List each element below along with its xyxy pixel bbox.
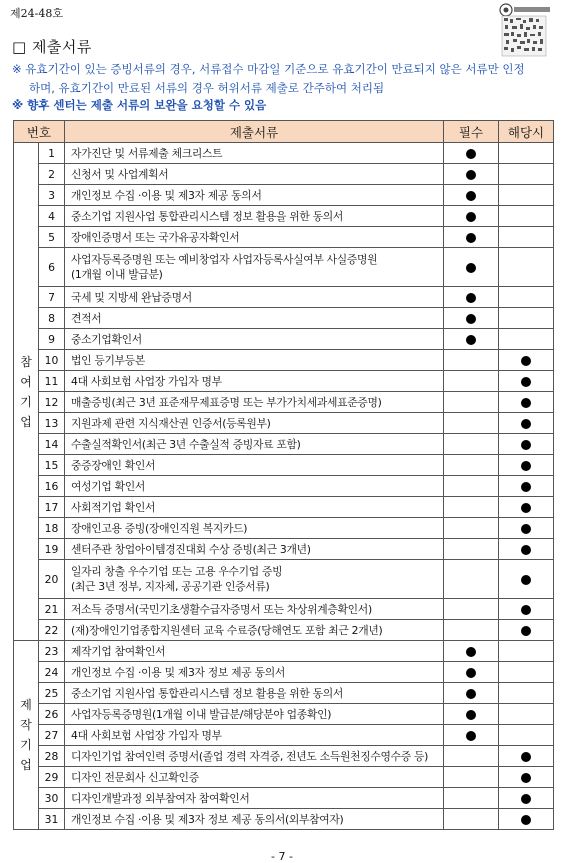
document-name xyxy=(65,641,444,662)
document-name-line: 중소기업확인서 xyxy=(71,332,142,346)
required-cell xyxy=(444,308,499,329)
table-row xyxy=(14,767,554,788)
document-name-line: 여성기업 확인서 xyxy=(71,479,146,493)
document-name xyxy=(65,143,444,164)
document-name-line: (재)장애인기업종합지원센터 교육 수료증(당해연도 포함 최근 2개년) xyxy=(71,623,383,637)
table-row xyxy=(14,308,554,329)
document-name-line: (최근 3년 정부, 지자체, 공공기관 인증서류) xyxy=(71,580,270,593)
document-name-line: 사업자등록증명원(1개월 이내 발급분/해당분야 업종확인) xyxy=(71,707,332,721)
required-dot-icon xyxy=(466,731,476,741)
table-row xyxy=(14,164,554,185)
applicable-cell xyxy=(499,725,554,746)
required-cell xyxy=(444,455,499,476)
required-cell xyxy=(444,560,499,599)
required-cell xyxy=(444,641,499,662)
required-dot-icon xyxy=(466,314,476,324)
required-cell xyxy=(444,143,499,164)
applicable-cell xyxy=(499,455,554,476)
required-cell xyxy=(444,788,499,809)
applicable-cell xyxy=(499,767,554,788)
validity-notice-line1: ※ 유효기간이 있는 증빙서류의 경우, 서류접수 마감일 기준으로 유효기간이 만료되지 않은 서류만 인정 xyxy=(12,62,525,76)
applicable-cell xyxy=(499,206,554,227)
applicable-cell xyxy=(499,788,554,809)
required-cell xyxy=(444,704,499,725)
row-number: 24 xyxy=(39,662,65,683)
applicable-cell xyxy=(499,683,554,704)
required-dot-icon xyxy=(466,212,476,222)
document-name-line: 자가진단 및 서류제출 체크리스트 xyxy=(71,146,223,160)
document-name xyxy=(65,767,444,788)
table-row xyxy=(14,455,554,476)
row-number: 9 xyxy=(39,329,65,350)
document-name-line: 수출실적확인서(최근 3년 수출실적 증빙자료 포함) xyxy=(71,437,301,451)
required-cell xyxy=(444,371,499,392)
table-row xyxy=(14,725,554,746)
applicable-dot-icon xyxy=(521,524,531,534)
applicable-cell xyxy=(499,287,554,308)
required-dot-icon xyxy=(466,689,476,699)
applicable-cell xyxy=(499,350,554,371)
document-name-line: 견적서 xyxy=(71,311,102,325)
supplement-notice: ※ 향후 센터는 제출 서류의 보완을 요청할 수 있음 xyxy=(12,98,267,112)
document-name-line: 4대 사회보험 사업장 가입자 명부 xyxy=(71,374,222,388)
applicable-cell xyxy=(499,704,554,725)
applicable-dot-icon xyxy=(521,356,531,366)
required-cell xyxy=(444,164,499,185)
table-row xyxy=(14,413,554,434)
document-name-line: (1개월 이내 발급분) xyxy=(71,268,163,281)
applicable-cell xyxy=(499,227,554,248)
document-name xyxy=(65,620,444,641)
row-number: 17 xyxy=(39,497,65,518)
header-no: 번호 xyxy=(14,121,65,143)
row-number: 25 xyxy=(39,683,65,704)
required-dot-icon xyxy=(466,710,476,720)
row-number: 8 xyxy=(39,308,65,329)
applicable-dot-icon xyxy=(521,398,531,408)
validity-notice xyxy=(12,60,557,98)
required-dot-icon xyxy=(466,293,476,303)
applicable-cell xyxy=(499,497,554,518)
document-name xyxy=(65,455,444,476)
page-number: - 7 - xyxy=(271,850,293,863)
document-name-line: 신청서 및 사업계획서 xyxy=(71,167,169,181)
row-number: 13 xyxy=(39,413,65,434)
applicable-dot-icon xyxy=(521,419,531,429)
applicable-cell xyxy=(499,518,554,539)
required-dot-icon xyxy=(466,335,476,345)
table-row xyxy=(14,746,554,767)
applicable-dot-icon xyxy=(521,773,531,783)
table-row xyxy=(14,539,554,560)
row-number: 14 xyxy=(39,434,65,455)
required-dot-icon xyxy=(466,233,476,243)
row-number: 10 xyxy=(39,350,65,371)
header-required: 필수 xyxy=(444,121,499,143)
document-name-line: 국세 및 지방세 완납증명서 xyxy=(71,290,192,304)
applicable-cell xyxy=(499,329,554,350)
document-name-line: 디자인 전문회사 신고확인증 xyxy=(71,770,199,784)
required-cell xyxy=(444,392,499,413)
applicable-dot-icon xyxy=(521,503,531,513)
applicable-dot-icon xyxy=(521,626,531,636)
required-cell xyxy=(444,725,499,746)
required-cell xyxy=(444,539,499,560)
required-cell xyxy=(444,620,499,641)
row-number: 19 xyxy=(39,539,65,560)
document-name xyxy=(65,329,444,350)
applicable-dot-icon xyxy=(521,605,531,615)
applicable-dot-icon xyxy=(521,482,531,492)
document-name xyxy=(65,662,444,683)
document-name-line: 저소득 증명서(국민기초생활수급자증명서 또는 차상위계층확인서) xyxy=(71,602,372,616)
table-row xyxy=(14,350,554,371)
applicable-cell xyxy=(499,185,554,206)
group-label: 참 여 기 업 xyxy=(14,143,39,641)
document-name xyxy=(65,185,444,206)
required-cell xyxy=(444,746,499,767)
documents-table xyxy=(13,120,554,830)
table-row xyxy=(14,560,554,599)
table-row xyxy=(14,185,554,206)
document-name-line: 중증장애인 확인서 xyxy=(71,458,156,472)
document-name xyxy=(65,539,444,560)
document-name xyxy=(65,788,444,809)
table-row xyxy=(14,662,554,683)
row-number: 11 xyxy=(39,371,65,392)
required-dot-icon xyxy=(466,191,476,201)
row-number: 31 xyxy=(39,809,65,830)
row-number: 22 xyxy=(39,620,65,641)
applicable-dot-icon xyxy=(521,545,531,555)
applicable-cell xyxy=(499,641,554,662)
document-name xyxy=(65,704,444,725)
applicable-cell xyxy=(499,371,554,392)
qr-stamp-icon xyxy=(496,2,552,58)
applicable-cell xyxy=(499,164,554,185)
document-name xyxy=(65,350,444,371)
document-name xyxy=(65,206,444,227)
row-number: 3 xyxy=(39,185,65,206)
required-dot-icon xyxy=(466,668,476,678)
document-name xyxy=(65,434,444,455)
document-name xyxy=(65,371,444,392)
document-name-line: 일자리 창출 우수기업 또는 고용 우수기업 증빙 xyxy=(71,565,283,578)
applicable-cell xyxy=(499,560,554,599)
required-cell xyxy=(444,809,499,830)
table-row xyxy=(14,287,554,308)
document-name-line: 개인정보 수집 ·이용 및 제3자 정보 제공 동의서(외부참여자) xyxy=(71,812,344,826)
required-cell xyxy=(444,413,499,434)
required-cell xyxy=(444,497,499,518)
applicable-dot-icon xyxy=(521,752,531,762)
row-number: 30 xyxy=(39,788,65,809)
document-name-line: 장애인증명서 또는 국가유공자확인서 xyxy=(71,230,240,244)
row-number: 21 xyxy=(39,599,65,620)
table-row xyxy=(14,788,554,809)
document-name xyxy=(65,413,444,434)
row-number: 23 xyxy=(39,641,65,662)
document-name-line: 디자인개발과정 외부참여자 참여확인서 xyxy=(71,791,250,805)
section-title: □ 제출서류 xyxy=(12,38,92,56)
document-name-line: 개인정보 수집 ·이용 및 제3자 제공 동의서 xyxy=(71,188,262,202)
table-row xyxy=(14,329,554,350)
row-number: 29 xyxy=(39,767,65,788)
document-name xyxy=(65,683,444,704)
row-number: 12 xyxy=(39,392,65,413)
row-number: 6 xyxy=(39,248,65,287)
applicable-cell xyxy=(499,539,554,560)
row-number: 20 xyxy=(39,560,65,599)
document-name-line: 법인 등기부등본 xyxy=(71,353,146,367)
row-number: 7 xyxy=(39,287,65,308)
document-name-line: 중소기업 지원사업 통합관리시스템 정보 활용을 위한 동의서 xyxy=(71,686,344,700)
required-cell xyxy=(444,767,499,788)
applicable-dot-icon xyxy=(521,461,531,471)
row-number: 27 xyxy=(39,725,65,746)
applicable-cell xyxy=(499,392,554,413)
applicable-dot-icon xyxy=(521,794,531,804)
document-name xyxy=(65,308,444,329)
document-name-line: 제작기업 참여확인서 xyxy=(71,644,166,658)
required-dot-icon xyxy=(466,170,476,180)
document-name-line: 장애인고용 증빙(장애인직원 복지카드) xyxy=(71,521,248,535)
table-header-row xyxy=(14,121,554,143)
table-row xyxy=(14,206,554,227)
document-name-line: 개인정보 수집 ·이용 및 제3자 정보 제공 동의서 xyxy=(71,665,285,679)
document-name xyxy=(65,809,444,830)
table-row xyxy=(14,248,554,287)
document-name-line: 사회적기업 확인서 xyxy=(71,500,156,514)
document-name xyxy=(65,287,444,308)
applicable-dot-icon xyxy=(521,440,531,450)
required-cell xyxy=(444,599,499,620)
required-cell xyxy=(444,248,499,287)
document-name xyxy=(65,476,444,497)
row-number: 28 xyxy=(39,746,65,767)
applicable-cell xyxy=(499,746,554,767)
required-cell xyxy=(444,662,499,683)
applicable-cell xyxy=(499,143,554,164)
row-number: 26 xyxy=(39,704,65,725)
applicable-dot-icon xyxy=(521,815,531,825)
document-name-line: 중소기업 지원사업 통합관리시스템 정보 활용을 위한 동의서 xyxy=(71,209,344,223)
table-row xyxy=(14,683,554,704)
applicable-cell xyxy=(499,620,554,641)
document-name xyxy=(65,560,444,599)
document-name xyxy=(65,518,444,539)
document-name xyxy=(65,164,444,185)
document-name xyxy=(65,248,444,287)
table-row xyxy=(14,227,554,248)
applicable-cell xyxy=(499,308,554,329)
row-number: 5 xyxy=(39,227,65,248)
required-dot-icon xyxy=(466,149,476,159)
table-row xyxy=(14,371,554,392)
table-row xyxy=(14,620,554,641)
applicable-cell xyxy=(499,413,554,434)
document-name xyxy=(65,392,444,413)
row-number: 2 xyxy=(39,164,65,185)
header-documents: 제출서류 xyxy=(65,121,444,143)
required-dot-icon xyxy=(466,647,476,657)
table-row xyxy=(14,476,554,497)
document-name-line: 4대 사회보험 사업장 가입자 명부 xyxy=(71,728,222,742)
required-dot-icon xyxy=(466,263,476,273)
document-name xyxy=(65,227,444,248)
required-cell xyxy=(444,476,499,497)
document-name-line: 센터주관 창업아이템경진대회 수상 증빙(최근 3개년) xyxy=(71,542,311,556)
document-number: 제24-48호 xyxy=(10,7,63,20)
document-name xyxy=(65,497,444,518)
required-cell xyxy=(444,206,499,227)
table-row xyxy=(14,497,554,518)
table-row xyxy=(14,434,554,455)
required-cell xyxy=(444,329,499,350)
group-label: 제 작 기 업 xyxy=(14,641,39,830)
document-name xyxy=(65,746,444,767)
applicable-cell xyxy=(499,434,554,455)
table-row xyxy=(14,599,554,620)
applicable-cell xyxy=(499,599,554,620)
document-name xyxy=(65,725,444,746)
row-number: 18 xyxy=(39,518,65,539)
required-cell xyxy=(444,518,499,539)
header-applicable: 해당시 xyxy=(499,121,554,143)
applicable-cell xyxy=(499,248,554,287)
document-name-line: 매출증빙(최근 3년 표준재무제표증명 또는 부가가치세과세표준증명) xyxy=(71,395,382,409)
required-cell xyxy=(444,287,499,308)
validity-notice-line2: 하며, 유효기간이 만료된 서류의 경우 허위서류 제출로 간주하여 처리됨 xyxy=(29,81,385,95)
required-cell xyxy=(444,185,499,206)
table-row xyxy=(14,641,554,662)
row-number: 1 xyxy=(39,143,65,164)
document-name-line: 지원과제 관련 지식재산권 인증서(등록원부) xyxy=(71,416,271,430)
table-row xyxy=(14,392,554,413)
row-number: 15 xyxy=(39,455,65,476)
applicable-cell xyxy=(499,476,554,497)
applicable-cell xyxy=(499,809,554,830)
required-cell xyxy=(444,350,499,371)
row-number: 16 xyxy=(39,476,65,497)
document-name xyxy=(65,599,444,620)
required-cell xyxy=(444,683,499,704)
table-row xyxy=(14,809,554,830)
row-number: 4 xyxy=(39,206,65,227)
applicable-cell xyxy=(499,662,554,683)
required-cell xyxy=(444,434,499,455)
applicable-dot-icon xyxy=(521,377,531,387)
document-name-line: 사업자등록증명원 또는 예비창업자 사업자등록사실여부 사실증명원 xyxy=(71,253,378,266)
table-row xyxy=(14,704,554,725)
applicable-dot-icon xyxy=(521,575,531,585)
document-name-line: 디자인기업 참여인력 증명서(졸업 경력 자격증, 전년도 소득원천징수영수증 등) xyxy=(71,749,429,763)
required-cell xyxy=(444,227,499,248)
table-row xyxy=(14,518,554,539)
table-row xyxy=(14,143,554,164)
